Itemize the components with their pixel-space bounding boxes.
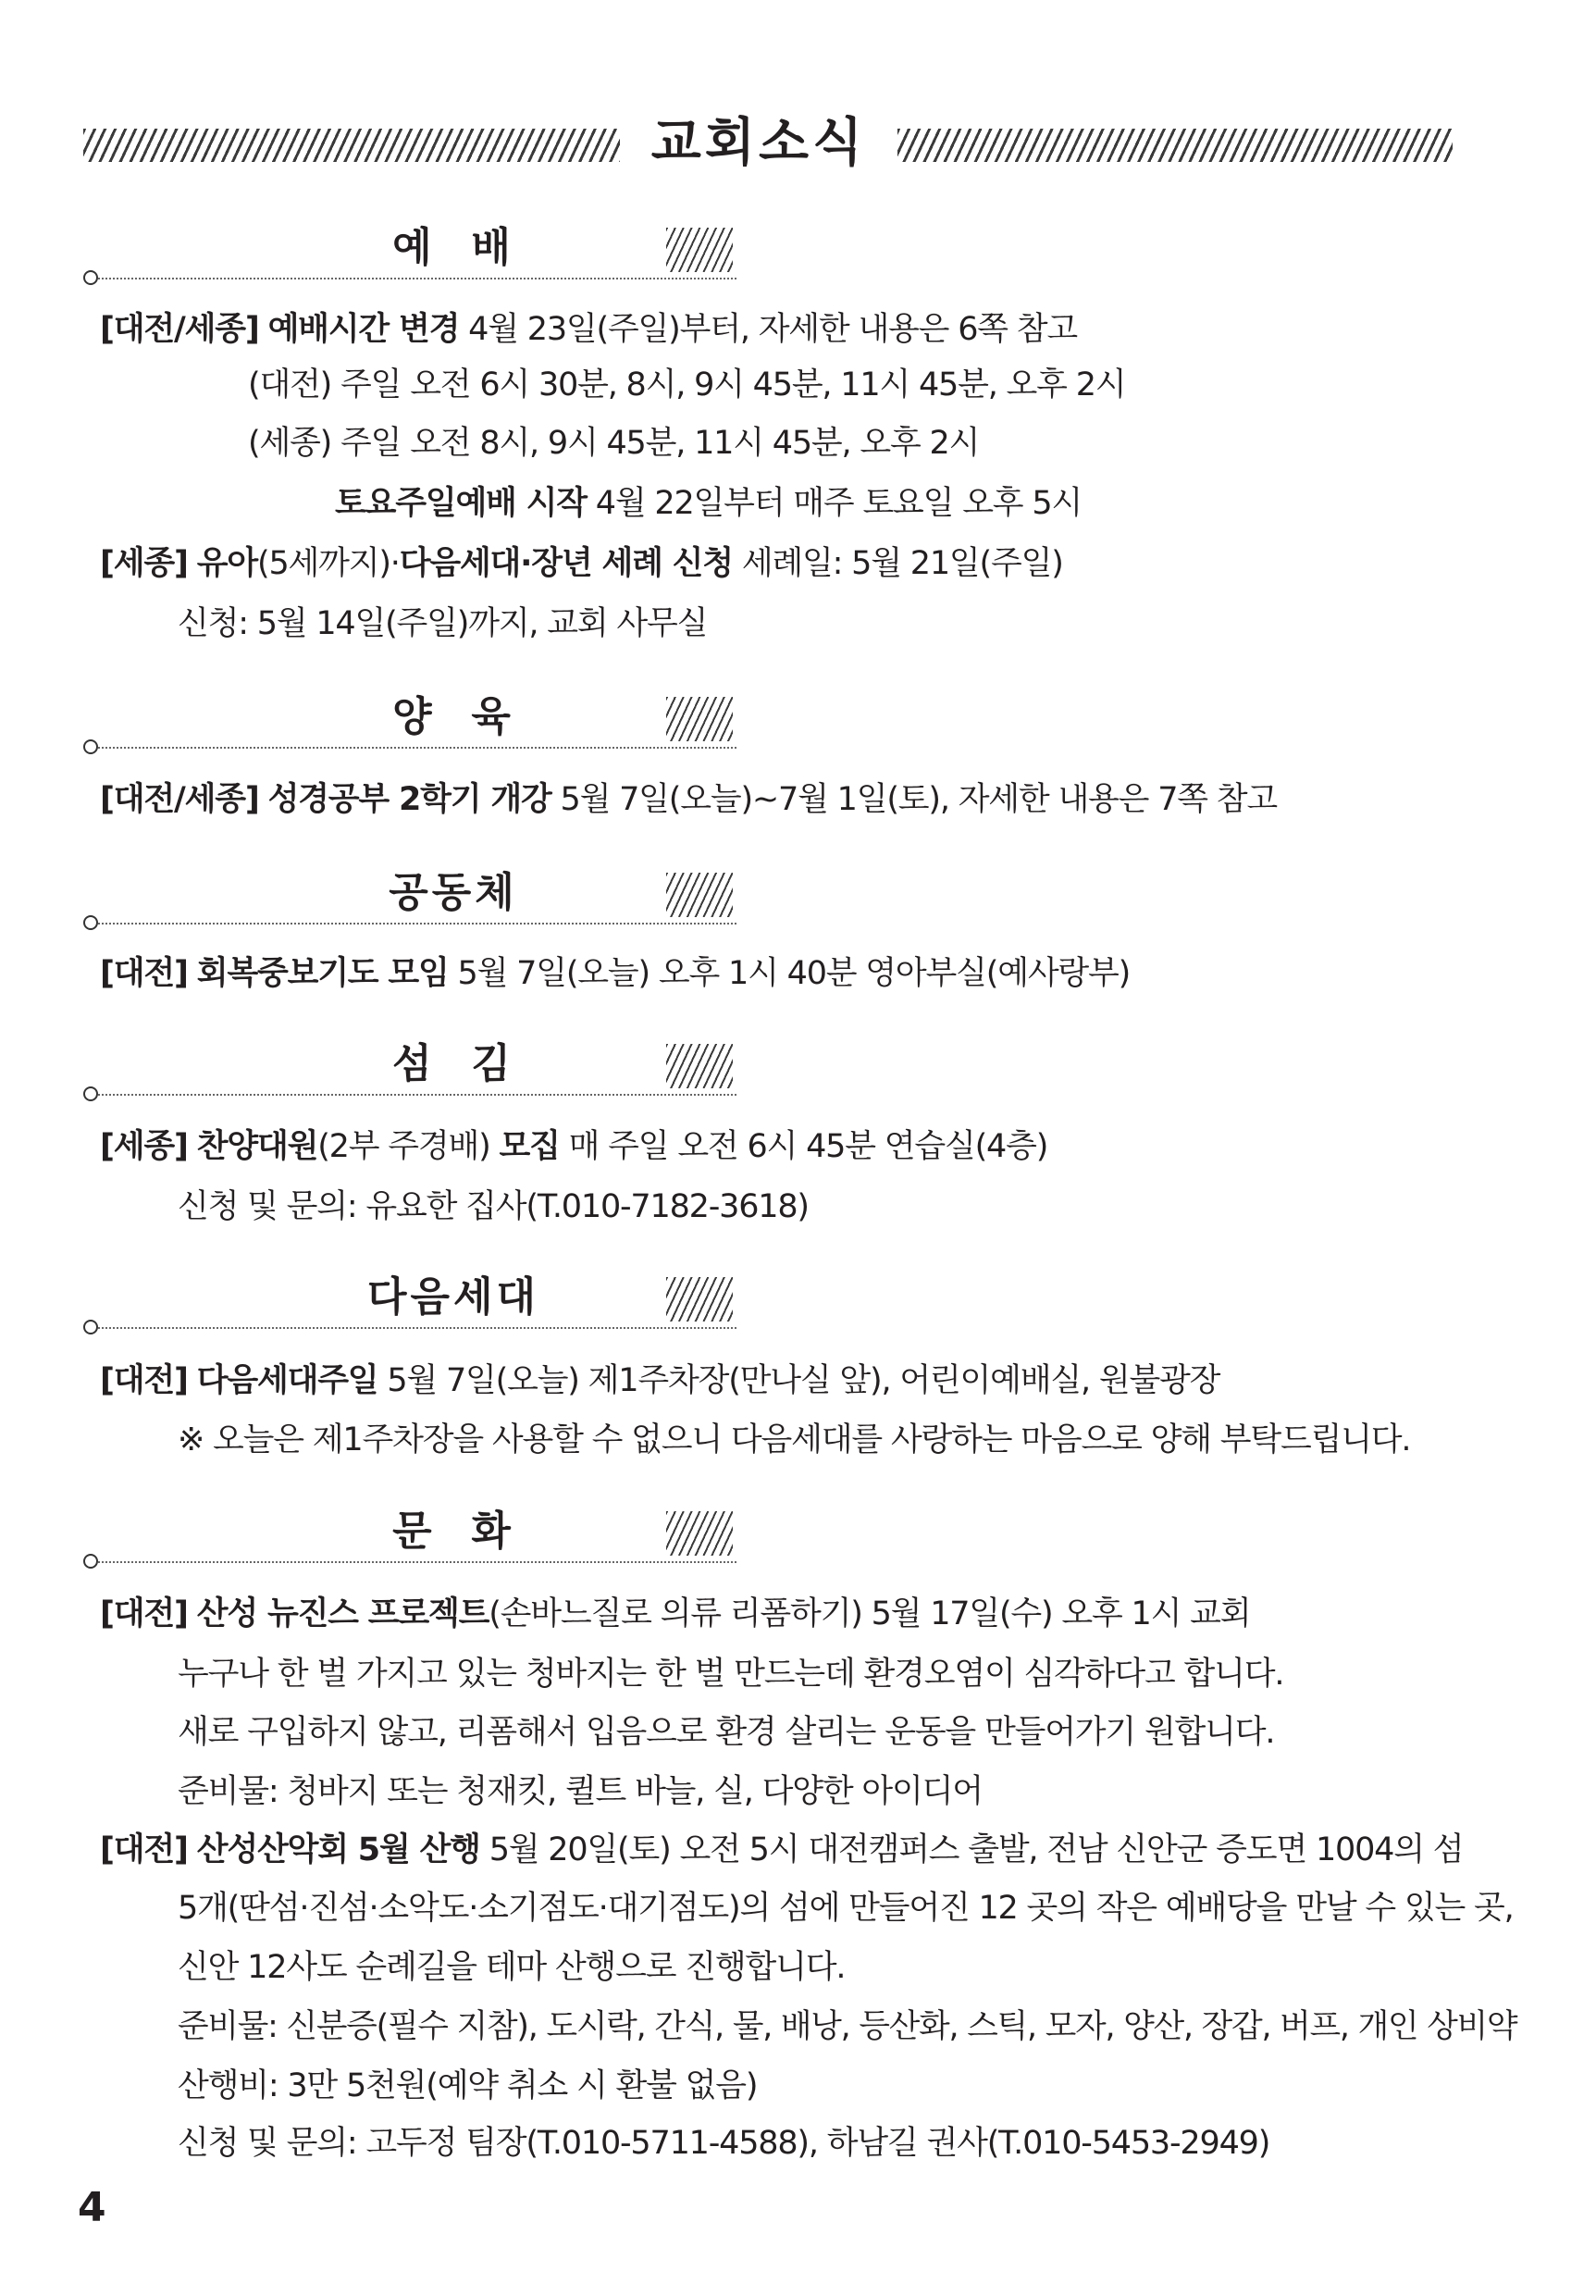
- list-item: [178, 2121, 1269, 2166]
- section-divider: [98, 923, 736, 925]
- item-text: (세종) 주일 오전 8시, 9시 45분, 11시 45분, 오후 2시: [248, 425, 980, 462]
- list-item: [178, 2004, 1516, 2049]
- item-text: 4월 23일(주일)부터, 자세한 내용은 6쪽 참고: [459, 311, 1078, 348]
- item-text: 5월 7일(오늘) 오후 1시 40분 영아부실(예사랑부): [448, 955, 1131, 992]
- section-title: 다음세대: [366, 1273, 539, 1321]
- item-title: 유아: [196, 545, 257, 582]
- item-text: 매 주일 오전 6시 45분 연습실(4층): [559, 1128, 1048, 1165]
- item-tag: [대전]: [100, 1831, 188, 1868]
- item-text: 산행비: 3만 5천원(예약 취소 시 환불 없음): [178, 2067, 758, 2104]
- item-tag: [대전]: [100, 1595, 188, 1632]
- section-header-nurture: [83, 689, 749, 763]
- item-text: 5월 7일(오늘) 제1주차장(만나실 앞), 어린이예배실, 원불광장: [377, 1362, 1220, 1399]
- item-text: (2부 주경배): [317, 1128, 500, 1165]
- list-item: [100, 307, 1077, 352]
- list-item: [178, 1185, 809, 1229]
- header-hatch-right: [897, 129, 1453, 162]
- section-divider: [98, 1561, 736, 1563]
- page-title: 교회소식: [650, 113, 867, 173]
- section-header-culture: [83, 1504, 749, 1578]
- item-text: 신청 및 문의: 유요한 집사(T.010-7182-3618): [178, 1188, 809, 1225]
- item-text: 4월 22일부터 매주 토요일 오후 5시: [586, 485, 1083, 522]
- section-divider: [98, 1327, 736, 1329]
- item-title: 다음세대·장년 세례 신청: [399, 545, 733, 582]
- item-text: 5개(딴섬·진섬·소악도·소기점도·대기점도)의 섬에 만들어진 12 곳의 작은 예배당을 만날 수 있는 곳,: [178, 1890, 1514, 1927]
- item-text: 준비물: 신분증(필수 지참), 도시락, 간식, 물, 배낭, 등산화, 스틱, 모자, 양산, 장갑, 버프, 개인 상비약: [178, 2008, 1517, 2045]
- section-divider: [98, 278, 736, 279]
- item-title: 회복중보기도 모임: [196, 955, 449, 992]
- section-hatch: [666, 228, 733, 272]
- item-tag: [대전]: [100, 955, 188, 992]
- item-text: 신청 및 문의: 고두정 팀장(T.010-5711-4588), 하남길 권사(T.010-5453-2949): [178, 2125, 1270, 2162]
- section-divider: [98, 1094, 736, 1096]
- item-title: 찬양대원: [196, 1128, 318, 1165]
- section-header-worship: [83, 220, 749, 294]
- section-title: 예 배: [392, 224, 514, 271]
- item-title: 모집: [499, 1128, 560, 1165]
- list-item: [100, 777, 1277, 822]
- item-text: 5월 7일(오늘)~7월 1일(토), 자세한 내용은 7쪽 참고: [551, 781, 1278, 818]
- section-header-community: [83, 865, 749, 939]
- item-text: 세례일: 5월 21일(주일): [732, 545, 1063, 582]
- section-hatch: [666, 697, 733, 741]
- section-header-service: [83, 1036, 749, 1111]
- list-item: [248, 363, 1125, 407]
- item-tag: [대전/세종]: [100, 311, 259, 348]
- list-item: [178, 1769, 983, 1814]
- section-hatch: [666, 1044, 733, 1088]
- item-text: 누구나 한 벌 가지고 있는 청바지는 한 벌 만드는데 환경오염이 심각하다고 합니다.: [178, 1656, 1284, 1693]
- list-item: [178, 1710, 1274, 1755]
- header-hatch-left: [83, 129, 620, 162]
- item-text: (대전) 주일 오전 6시 30분, 8시, 9시 45분, 11시 45분, 오후 2시: [248, 366, 1126, 403]
- section-header-next-generation: [83, 1270, 749, 1344]
- section-title: 양 육: [392, 693, 514, 740]
- item-text: ※ 오늘은 제1주차장을 사용할 수 없으니 다음세대를 사랑하는 마음으로 양해 부탁드립니다.: [178, 1421, 1411, 1458]
- item-tag: [대전/세종]: [100, 781, 259, 818]
- item-title: 산성 뉴진스 프로젝트: [196, 1595, 489, 1632]
- page-number: 4: [78, 2184, 106, 2231]
- item-title: 다음세대주일: [196, 1362, 378, 1399]
- item-tag: [대전]: [100, 1362, 188, 1399]
- item-text: 5월 20일(토) 오전 5시 대전캠퍼스 출발, 전남 신안군 증도면 1004의 섬: [479, 1831, 1464, 1868]
- page-header: [83, 106, 1453, 180]
- list-item: [178, 2064, 757, 2108]
- item-text: 신청: 5월 14일(주일)까지, 교회 사무실: [178, 605, 708, 642]
- section-title: 문 화: [392, 1508, 514, 1555]
- list-item: [100, 951, 1130, 996]
- list-item: [335, 481, 1082, 526]
- section-bullet-icon: [83, 739, 98, 754]
- list-item: [178, 1886, 1514, 1930]
- section-bullet-icon: [83, 1086, 98, 1101]
- section-title: 섬 김: [392, 1040, 514, 1087]
- item-title: 성경공부 2학기 개강: [267, 781, 551, 818]
- item-text: (5세까지)·: [256, 545, 400, 582]
- list-item: [178, 1418, 1410, 1462]
- item-title: 예배시간 변경: [267, 311, 460, 348]
- section-bullet-icon: [83, 915, 98, 930]
- list-item: [178, 1652, 1283, 1696]
- item-tag: [세종]: [100, 545, 188, 582]
- item-title: 토요주일예배 시작: [335, 485, 587, 522]
- list-item: [100, 1359, 1219, 1403]
- section-bullet-icon: [83, 270, 98, 285]
- list-item: [178, 1945, 845, 1990]
- section-hatch: [666, 873, 733, 917]
- item-text: (손바느질로 의류 리폼하기) 5월 17일(수) 오후 1시 교회: [489, 1595, 1251, 1632]
- item-title: 산성산악회 5월 산행: [196, 1831, 480, 1868]
- list-item: [178, 602, 707, 646]
- section-title: 공동체: [389, 869, 518, 916]
- section-divider: [98, 747, 736, 749]
- section-bullet-icon: [83, 1320, 98, 1334]
- list-item: [100, 541, 1063, 586]
- section-bullet-icon: [83, 1554, 98, 1569]
- section-hatch: [666, 1511, 733, 1556]
- list-item: [100, 1124, 1047, 1169]
- list-item: [100, 1828, 1463, 1872]
- item-tag: [세종]: [100, 1128, 188, 1165]
- item-text: 새로 구입하지 않고, 리폼해서 입음으로 환경 살리는 운동을 만들어가기 원합니다.: [178, 1714, 1275, 1751]
- item-text: 준비물: 청바지 또는 청재킷, 퀼트 바늘, 실, 다양한 아이디어: [178, 1773, 983, 1810]
- item-text: 신안 12사도 순례길을 테마 산행으로 진행합니다.: [178, 1949, 846, 1986]
- list-item: [248, 421, 979, 465]
- section-hatch: [666, 1277, 733, 1322]
- list-item: [100, 1592, 1250, 1636]
